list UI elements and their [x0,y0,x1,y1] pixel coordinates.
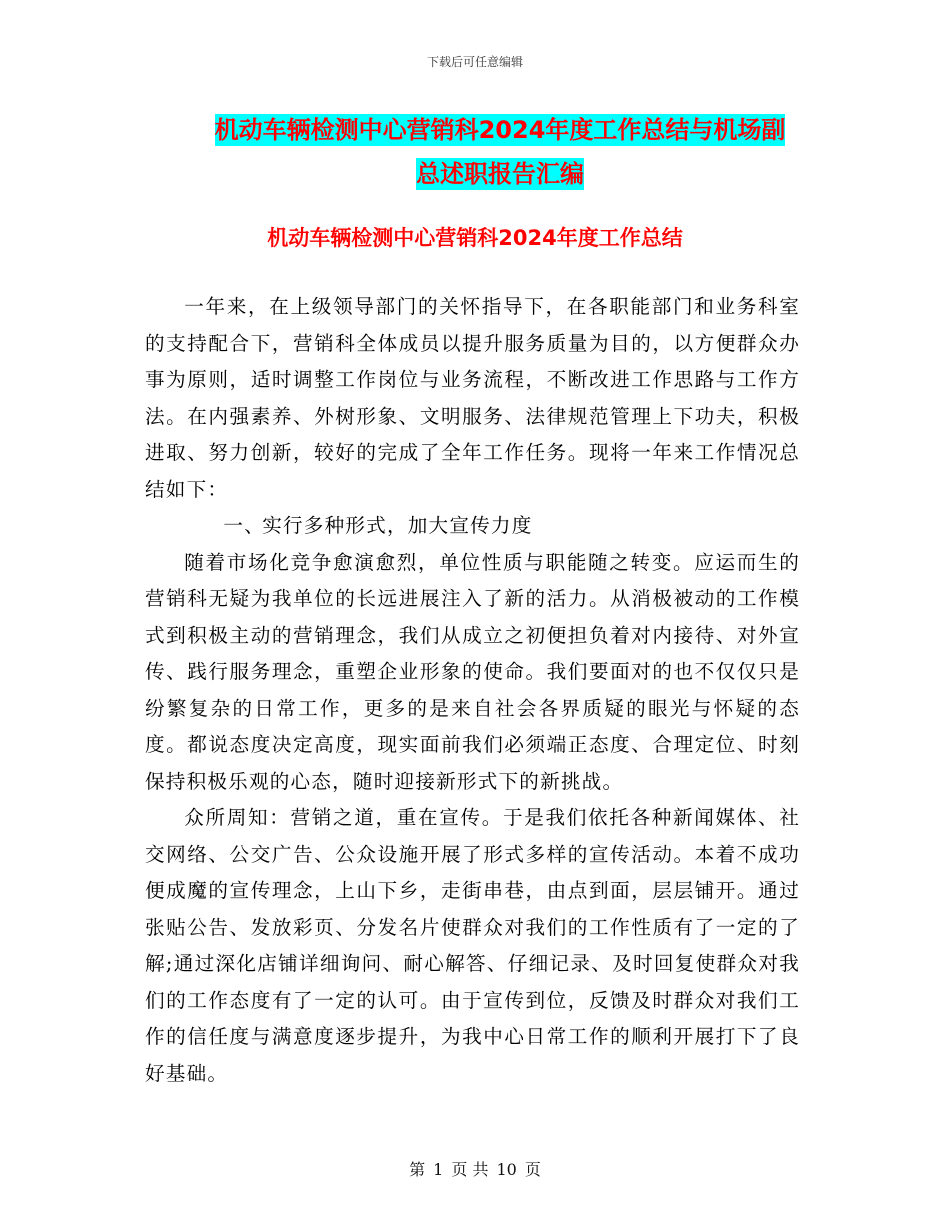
section-heading-text: 实行多种形式，加大宣传力度 [262,514,533,537]
paragraph-market-change: 随着市场化竞争愈演愈烈，单位性质与职能随之转变。应运而生的营销科无疑为我单位的长远进展注入了新的活力。从消极被动的工作模式到积极主动的营销理念，我们从成立之初便担负着对内接待、对外宣传、践行服务理念，重塑企业形象的使命。我们要面对的也不仅仅只是纷繁复杂的日常工作，更多的是来自社会各界质疑的眼光与怀疑的态度。都说态度决定高度，现实面前我们必须端正态度、合理定位、时刻保持积极乐观的心态，随时迎接新形式下的新挑战。 [145,550,800,793]
document-title-line-1 [190,113,810,147]
document-title-line-2 [190,157,810,191]
section-title: 机动车辆检测中心营销科2024年度工作总结 [267,226,683,250]
header-note: 下载后可任意编辑 [426,55,523,69]
footer-mid: 页 共 [451,1160,489,1179]
section-heading-number: 一、 [223,514,265,537]
section-heading-1 [145,508,800,545]
footer-suffix: 页 [524,1160,541,1179]
footer-prefix: 第 [409,1160,426,1179]
document-body [145,289,800,1092]
paragraph-intro: 一年来，在上级领导部门的关怀指导下，在各职能部门和业务科室的支持配合下，营销科全体成员以提升服务质量为目的，以方便群众办事为原则，适时调整工作岗位与业务流程，不断改进工作思路与工作方法。在内强素养、外树形象、文明服务、法律规范管理上下功夫，积极进取、努力创新，较好的完成了全年工作任务。现将一年来工作情况总结如下： [145,295,800,501]
paragraph-publicity: 众所周知：营销之道，重在宣传。于是我们依托各种新闻媒体、社交网络、公交广告、公众设施开展了形式多样的宣传活动。本着不成功便成魔的宣传理念，上山下乡，走街串巷，由点到面，层层铺开。通过张贴公告、发放彩页、分发名片使群众对我们的工作性质有了一定的了解;通过深化店铺详细询问、耐心解答、仔细记录、及时回复使群众对我们的工作态度有了一定的认可。由于宣传到位，反馈及时群众对我们工作的信任度与满意度逐步提升，为我中心日常工作的顺利开展打下了良好基础。 [145,806,800,1085]
document-title-text-2: 总述职报告汇编 [416,160,584,188]
footer-total-pages: 10 [496,1160,517,1179]
footer-page-number: 1 [433,1160,444,1179]
page-footer [0,1157,950,1180]
document-title-text-1: 机动车辆检测中心营销科2024年度工作总结与机场副 [214,116,786,144]
